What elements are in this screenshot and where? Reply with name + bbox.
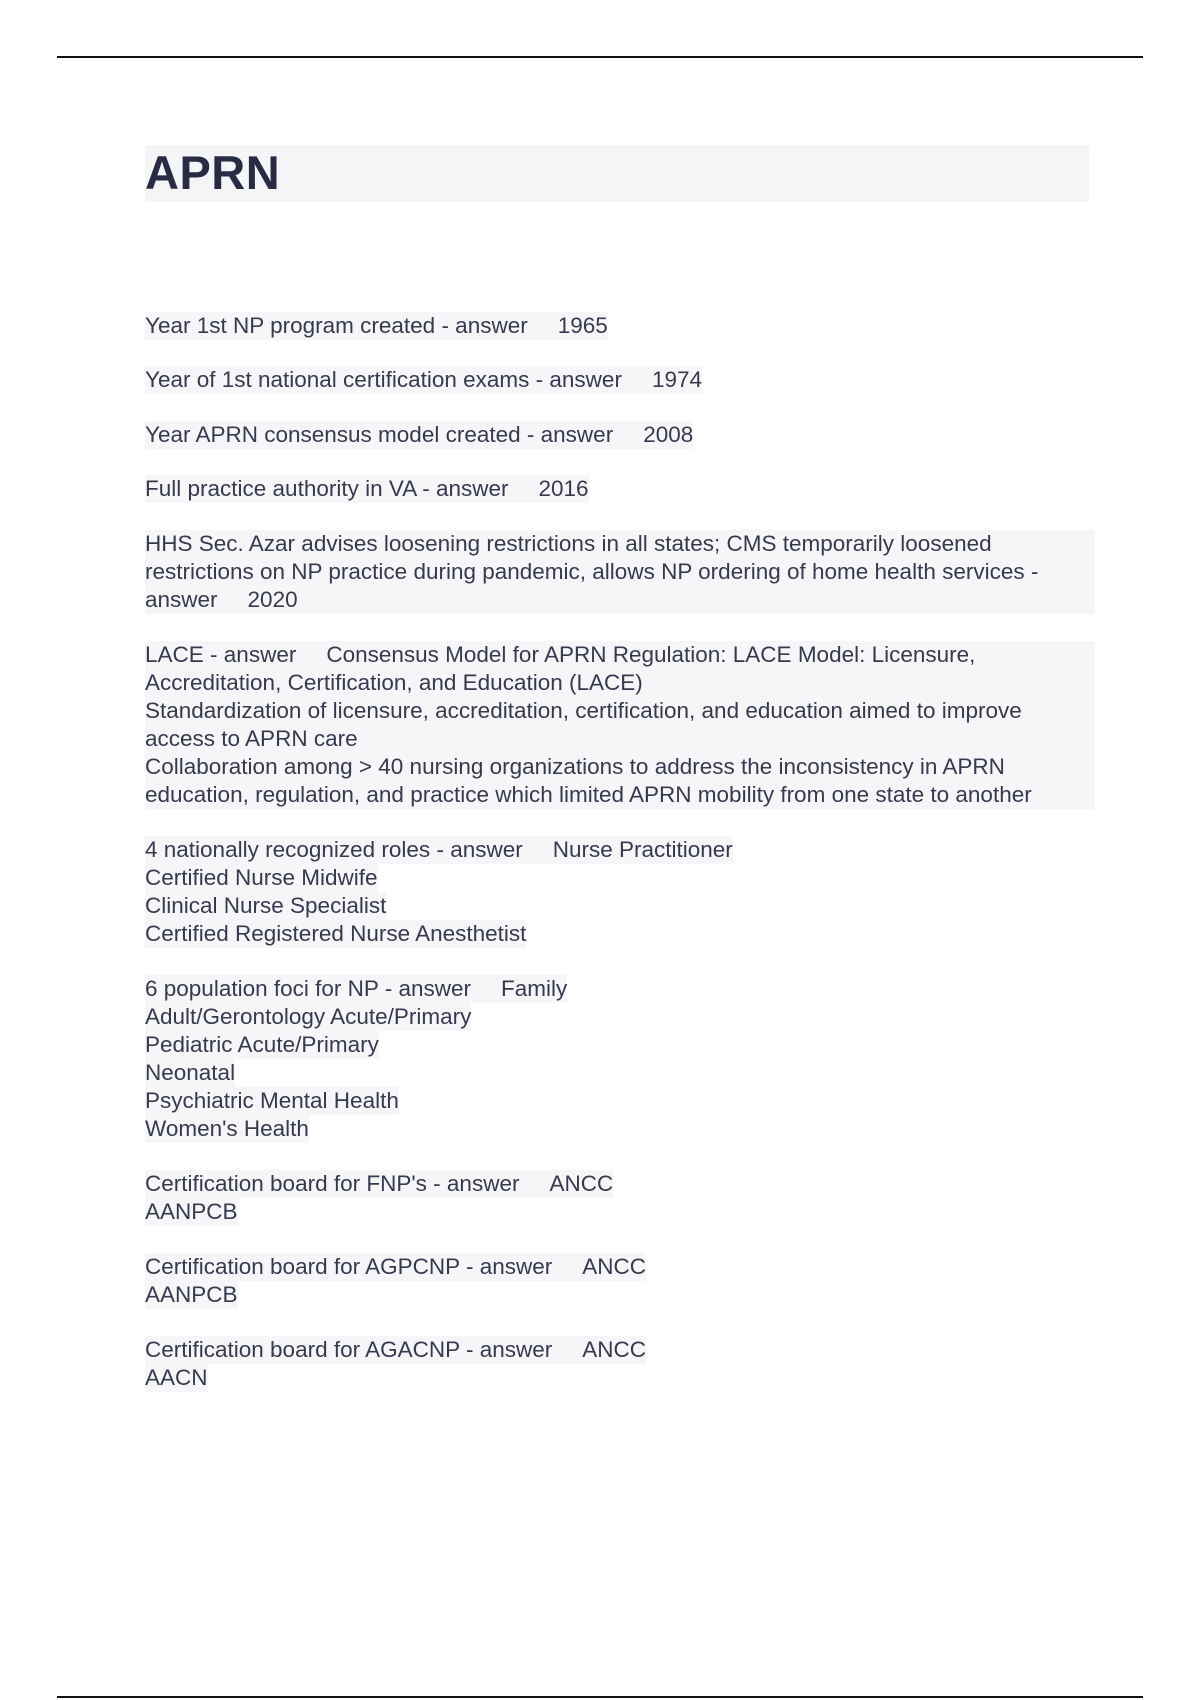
question: Year of 1st national certification exams [145, 367, 530, 392]
flashcard [145, 366, 1095, 394]
title-band [145, 145, 1089, 202]
answer-label: - answer [436, 837, 523, 862]
answer-label: - answer [210, 642, 297, 667]
answer-line: Nurse Practitioner [552, 837, 733, 862]
question: Certification board for AGACNP [145, 1337, 460, 1362]
answer-label: - answer [441, 313, 528, 338]
answer-label: - answer [384, 976, 472, 1001]
answer-line: Certified Nurse Midwife [145, 865, 378, 890]
footer-rule [57, 1696, 1143, 1698]
question: 4 nationally recognized roles [145, 837, 431, 862]
answer-line: Women's Health [145, 1116, 309, 1141]
flashcard [145, 530, 1095, 614]
answer-line: AANPCB [145, 1199, 238, 1224]
header-rule [57, 56, 1143, 58]
answer-line: ANCC [582, 1254, 647, 1279]
answer-line: ANCC [582, 1337, 647, 1362]
answer-label: - answer [145, 559, 1045, 612]
answer-label: - answer [535, 367, 622, 392]
answer-line: Neonatal [145, 1060, 236, 1085]
question: Certification board for AGPCNP [145, 1254, 460, 1279]
flashcard [145, 1253, 1095, 1309]
answer-line: Certified Registered Nurse Anesthetist [145, 921, 527, 946]
answer-line: AACN [145, 1365, 208, 1390]
answer-line: Psychiatric Mental Health [145, 1088, 399, 1113]
question: LACE [145, 642, 204, 667]
question: 6 population foci for NP [145, 976, 379, 1001]
flashcard [145, 641, 1095, 809]
answer-label: - answer [422, 476, 509, 501]
answer-line: 2008 [643, 422, 694, 447]
question: Year 1st NP program created [145, 313, 436, 338]
answer-line: Clinical Nurse Specialist [145, 893, 387, 918]
answer-label: - answer [466, 1254, 553, 1279]
answer-line: AANPCB [145, 1282, 238, 1307]
flashcard [145, 475, 1095, 503]
question: HHS Sec. Azar advises loosening restrictions in all states; CMS temporarily loosened restrictions on NP practice during pandemic, allows NP ordering of home health services [145, 531, 1025, 584]
answer-label: - answer [526, 422, 614, 447]
answer-line: Adult/Gerontology Acute/Primary [145, 1004, 472, 1029]
answer-line: 2016 [538, 476, 589, 501]
answer-line: 1974 [651, 367, 702, 392]
answer-line: Consensus Model for APRN Regulation: LACE Model: Licensure, Accreditation, Certification, and Education (LACE) [145, 642, 981, 695]
flashcard-list [145, 312, 1095, 1392]
answer-label: - answer [466, 1337, 553, 1362]
flashcard [145, 975, 1095, 1143]
answer-line: Pediatric Acute/Primary [145, 1032, 379, 1057]
answer-line: 1965 [557, 313, 608, 338]
flashcard [145, 836, 1095, 948]
answer-line: Collaboration among > 40 nursing organizations to address the inconsistency in APRN education, regulation, and practice which limited APRN mobility from one state to another [145, 753, 1095, 809]
flashcard [145, 1336, 1095, 1392]
answer-line: 2020 [247, 587, 298, 612]
answer-line: Family [501, 976, 568, 1001]
answer-line: ANCC [549, 1171, 614, 1196]
question: Full practice authority in VA [145, 476, 416, 501]
question: Year APRN consensus model created [145, 422, 521, 447]
flashcard [145, 312, 1095, 340]
answer-line: Standardization of licensure, accreditation, certification, and education aimed to improve access to APRN care [145, 697, 1095, 753]
page-title: APRN [145, 146, 281, 199]
flashcard [145, 421, 1095, 449]
question: Certification board for FNP's [145, 1171, 427, 1196]
answer-label: - answer [433, 1171, 520, 1196]
flashcard [145, 1170, 1095, 1226]
